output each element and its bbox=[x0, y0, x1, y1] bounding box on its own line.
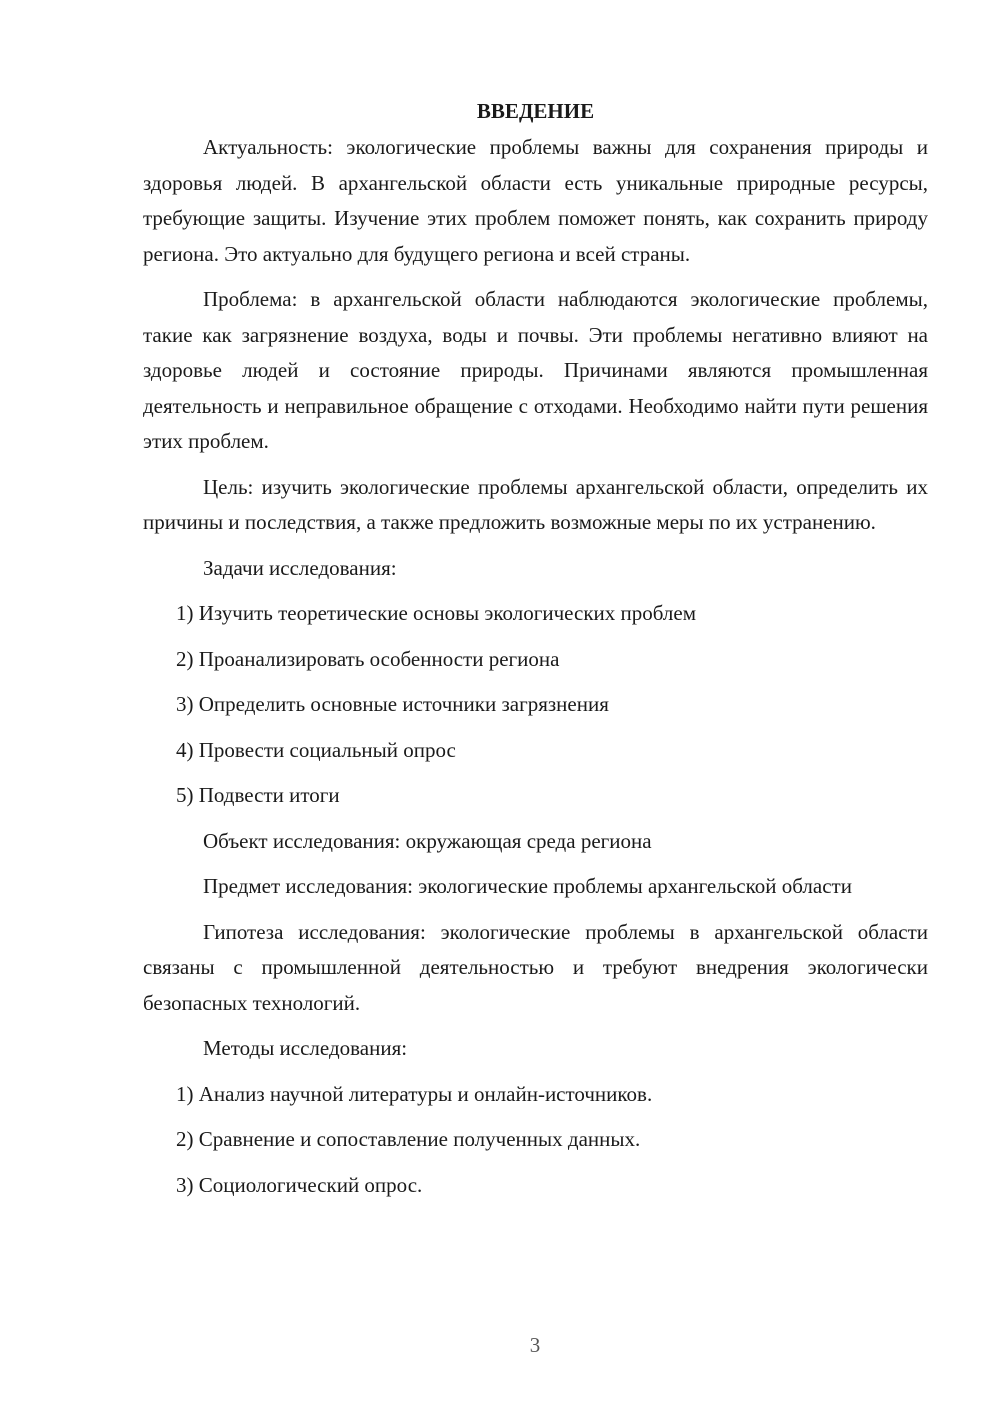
problem-paragraph: Проблема: в архангельской области наблюдаются экологические проблемы, такие как загрязнение воздуха, воды и почвы. Эти проблемы негативно влияют на здоровье людей и состояние природы. Причинами являются промышленная деятельность и неправильное обращение с отходами. Необходимо найти пути решения этих проблем. bbox=[143, 287, 928, 453]
page-title: ВВЕДЕНИЕ bbox=[476, 99, 595, 123]
list-item: 3) Определить основные источники загрязнения bbox=[176, 692, 609, 716]
list-item: 2) Проанализировать особенности региона bbox=[176, 646, 560, 671]
list-item: 3) Социологический опрос. bbox=[176, 1172, 423, 1197]
document-page bbox=[143, 92, 928, 1213]
tasks-heading: Задачи исследования: bbox=[203, 555, 397, 580]
goal-paragraph: Цель: изучить экологические проблемы архангельской области, определить их причины и последствия, а также предложить возможные меры по их устранению. bbox=[143, 474, 928, 534]
methods-heading: Методы исследования: bbox=[203, 1036, 408, 1060]
list-item: 1) Изучить теоретические основы экологических проблем bbox=[176, 601, 697, 625]
list-item: 1) Анализ научной литературы и онлайн-источников. bbox=[176, 1081, 653, 1106]
tasks-list bbox=[143, 596, 928, 814]
list-item: 2) Сравнение и сопоставление полученных данных. bbox=[176, 1127, 641, 1151]
relevance-paragraph: Актуальность: экологические проблемы важны для сохранения природы и здоровья людей. В архангельской области есть уникальные природные ресурсы, требующие защиты. Изучение этих проблем поможет понять, как сохранить природу региона. Это актуально для будущего региона и всей страны. bbox=[143, 135, 928, 266]
list-item: 5) Подвести итоги bbox=[176, 783, 340, 807]
page-number: 3 bbox=[529, 1333, 541, 1357]
hypothesis-paragraph: Гипотеза исследования: экологические проблемы в архангельской области связаны с промышленной деятельностью и требуют внедрения экологически безопасных технологий. bbox=[143, 919, 928, 1015]
list-item: 4) Провести социальный опрос bbox=[176, 737, 456, 762]
methods-list bbox=[143, 1077, 928, 1204]
object-paragraph: Объект исследования: окружающая среда региона bbox=[203, 828, 652, 853]
subject-paragraph: Предмет исследования: экологические проблемы архангельской области bbox=[203, 874, 852, 898]
